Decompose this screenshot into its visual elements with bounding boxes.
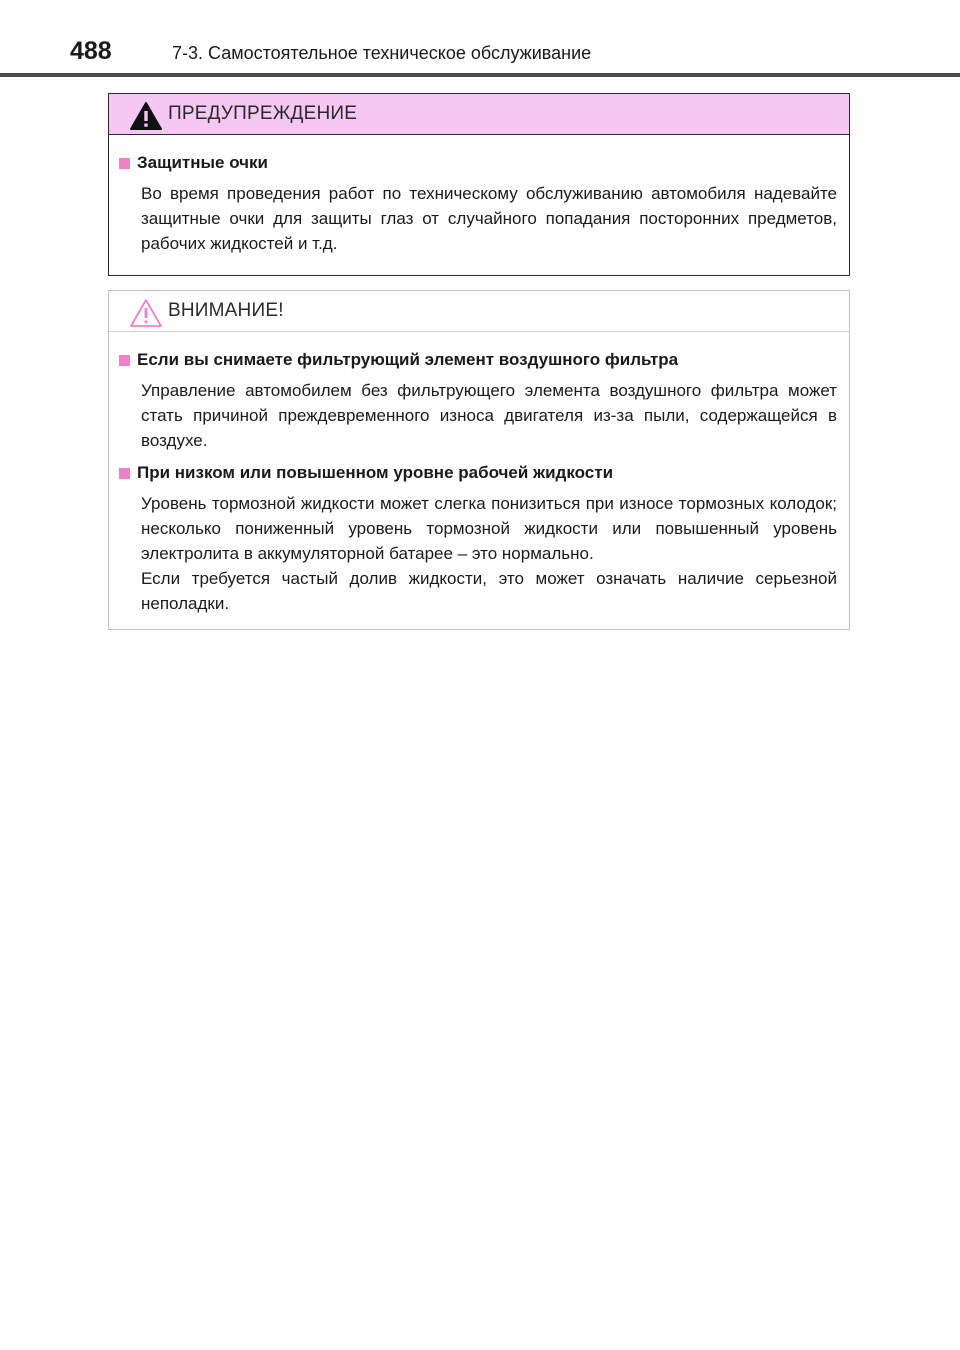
square-bullet-icon xyxy=(119,468,130,479)
warning-box-body xyxy=(109,135,849,256)
item-title-text: При низком или повышенном уровне рабочей жидкости xyxy=(137,463,614,482)
page-number: 488 xyxy=(70,37,112,65)
caution-item-text: Управление автомобилем без фильтрующего элемента воздушного фильтра может стать причиной преждевременного износа двигателя из-за пыли, содержащейся в воздухе. xyxy=(141,381,837,450)
header-rule xyxy=(0,73,960,77)
caution-item-text: Уровень тормозной жидкости может слегка понизиться при износе тормозных колодок; несколько пониженный уровень тормозной жидкости или повышенный уровень электролита в аккумуляторной батарее – это нормально. xyxy=(141,494,837,563)
warning-box-header xyxy=(109,94,849,135)
caution-item-title xyxy=(119,350,837,370)
warning-item-text: Во время проведения работ по техническому обслуживанию автомобиля надевайте защитные очки для защиты глаз от случайного попадания посторонних предметов, рабочих жидкостей и т.д. xyxy=(141,184,837,253)
page-header xyxy=(0,0,960,80)
square-bullet-icon xyxy=(119,158,130,169)
caution-item-title xyxy=(119,463,837,483)
caution-label: ВНИМАНИЕ! xyxy=(168,300,284,321)
caution-box-body xyxy=(109,332,849,616)
warning-label: ПРЕДУПРЕЖДЕНИЕ xyxy=(168,103,358,124)
caution-box-header xyxy=(109,291,849,332)
warning-item xyxy=(119,153,837,256)
item-title-text: Если вы снимаете фильтрующий элемент воздушного фильтра xyxy=(137,350,679,369)
section-title: 7-3. Самостоятельное техническое обслуживание xyxy=(172,43,592,63)
caution-item xyxy=(119,463,837,616)
caution-item xyxy=(119,350,837,453)
item-title-text: Защитные очки xyxy=(137,153,268,172)
caution-box xyxy=(108,290,850,630)
caution-item-text-2: Если требуется частый долив жидкости, это может означать наличие серьезной неполадки. xyxy=(141,569,837,613)
square-bullet-icon xyxy=(119,355,130,366)
caution-triangle-icon xyxy=(129,298,163,328)
warning-item-title xyxy=(119,153,837,173)
warning-triangle-icon xyxy=(129,101,163,131)
warning-box xyxy=(108,93,850,276)
